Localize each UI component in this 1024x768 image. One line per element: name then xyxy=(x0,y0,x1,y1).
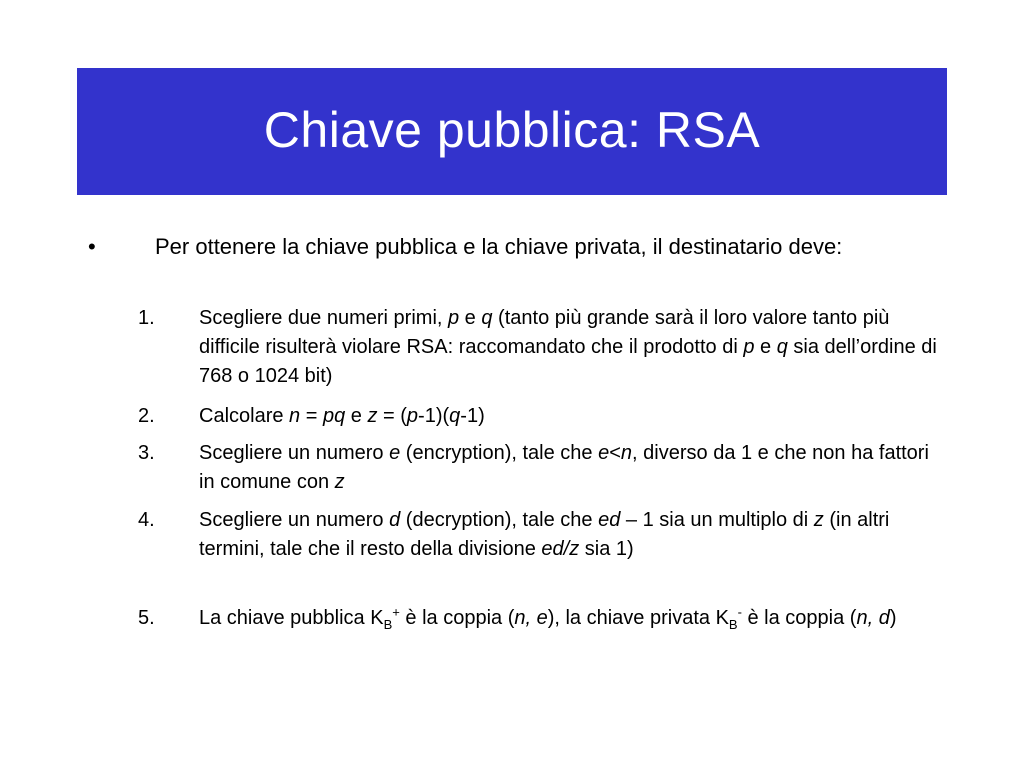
step-number: 3. xyxy=(138,442,155,464)
step-number: 4. xyxy=(138,509,155,531)
step-text: Calcolare n = pq e z = (p-1)(q-1) xyxy=(199,405,485,427)
step-text: La chiave pubblica $K_B^+$ è la coppia (n, e), la chiave privata $K_B^-$ è la coppia (n, d) xyxy=(199,604,897,632)
step-text: Scegliere un numero d (decryption), tale che ed – 1 sia un multiplo di z (in altri termini, tale che il resto della divisione ed/z sia 1) xyxy=(199,509,890,560)
slide-title: Chiave pubblica: RSA xyxy=(263,101,761,158)
bullet-marker: • xyxy=(88,234,96,259)
step-text: Scegliere un numero e (encryption), tale che e<n, diverso da 1 e che non ha fattori in comune con z xyxy=(199,442,929,493)
step-number: 5. xyxy=(138,607,155,629)
step-text: Scegliere due numeri primi, p e q (tanto più grande sarà il loro valore tanto più difficile risulterà violare RSA: raccomandato che il prodotto di p e q sia dell’ordine di 768 o 1024 bit) xyxy=(199,307,937,387)
step-number: 1. xyxy=(138,307,155,329)
bullet-text: Per ottenere la chiave pubblica e la chiave privata, il destinatario deve: xyxy=(155,234,843,259)
title-banner xyxy=(77,68,947,195)
step-number: 2. xyxy=(138,405,155,427)
